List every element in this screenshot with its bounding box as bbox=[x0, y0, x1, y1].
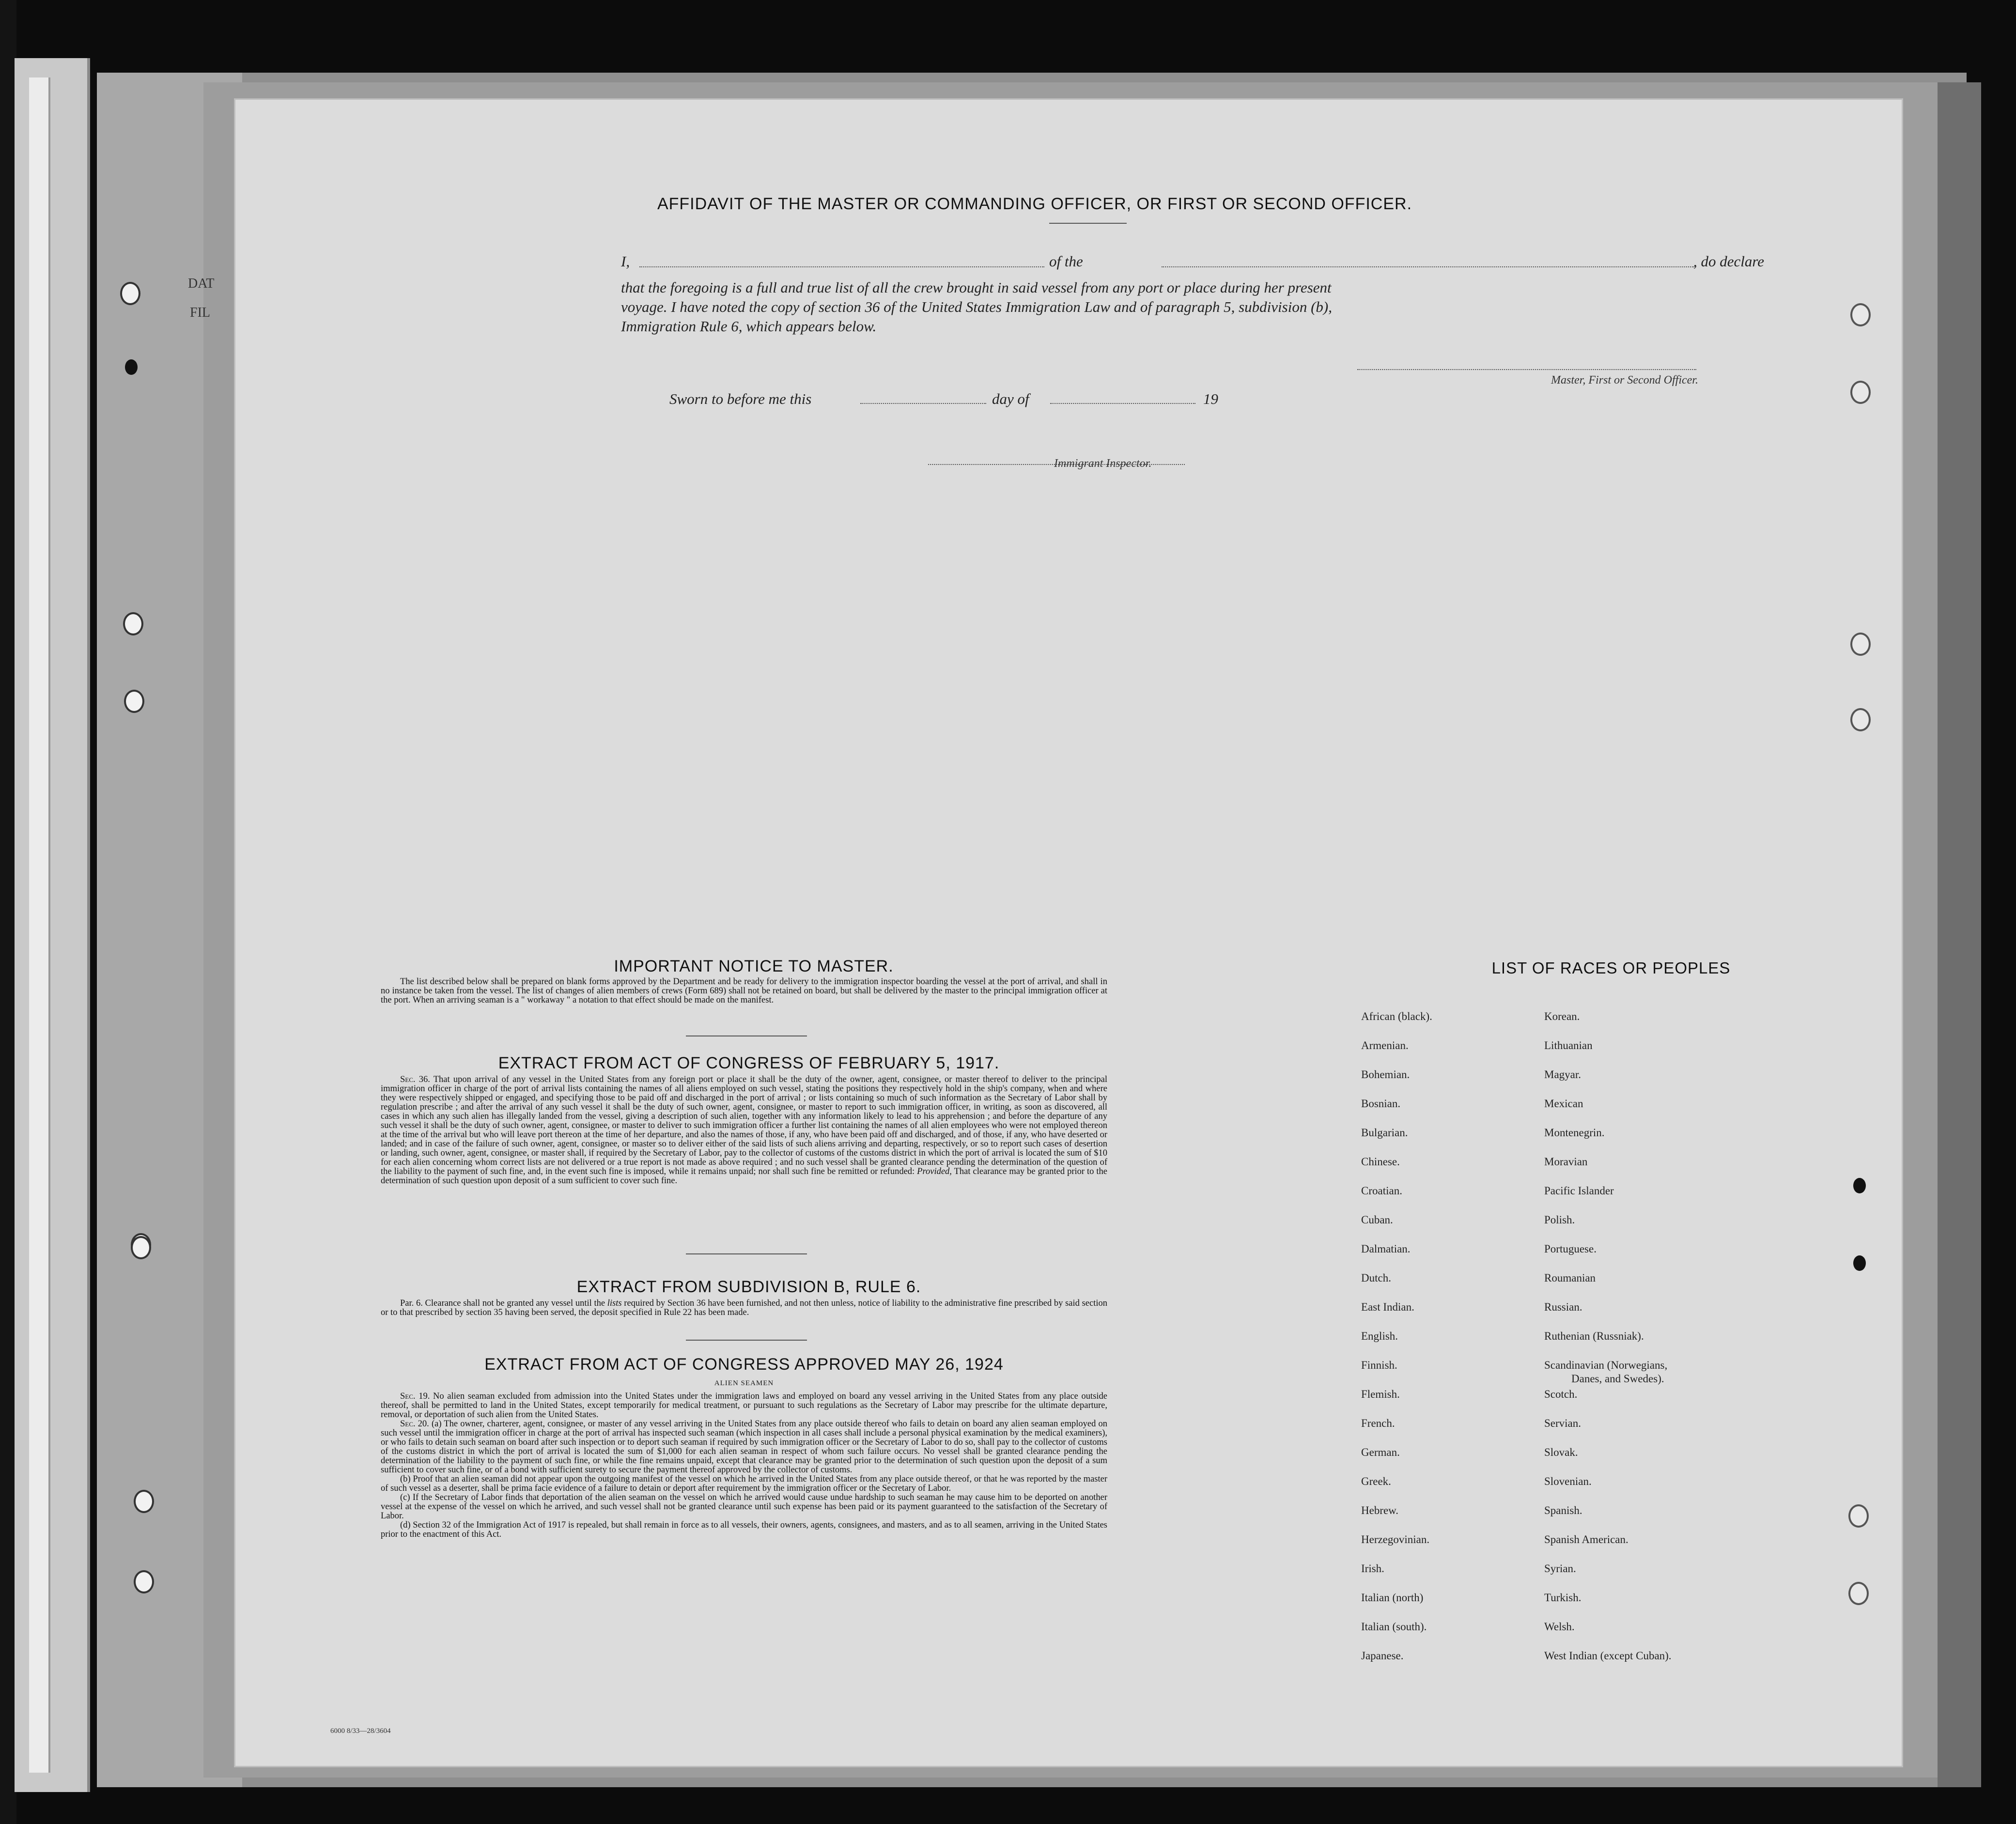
sec20b-paragraph: (b) Proof that an alien seaman did not appear upon the outgoing manifest of the vessel on which he arrived in the United States from any place outside thereof, or that he was reported by the master of such vessel as a deserter, shall be prima facie evidence of a failure to detain or deport after requirement by the immigration officer or the Secretary of Labor. bbox=[381, 1474, 1107, 1493]
extract-1924-subtitle: ALIEN SEAMEN bbox=[714, 1379, 774, 1387]
race-item: English. bbox=[1361, 1330, 1398, 1342]
punch-hole bbox=[125, 359, 138, 375]
race-item: Italian (south). bbox=[1361, 1621, 1427, 1633]
margin-text-top: DAT bbox=[188, 276, 215, 291]
extract-rule6-body bbox=[381, 1299, 1107, 1317]
punch-hole bbox=[131, 1236, 151, 1259]
sworn-text: Sworn to before me this bbox=[669, 390, 812, 407]
sec20c-paragraph: (c) If the Secretary of Labor finds that deportation of the alien seaman on the vessel on which he arrived would cause undue hardship to such seaman he may cause him to be deported on another vessel at the expense of the vessel on which he arrived, and such vessel shall not be granted clearance until such expense has been paid or its payment guaranteed to the satisfaction of the Secretary of Labor. bbox=[381, 1493, 1107, 1521]
affidavit-line-1: that the foregoing is a full and true list of all the crew brought in said vessel from any port or place during her present bbox=[621, 279, 1332, 296]
races-title: LIST OF RACES OR PEOPLES bbox=[1491, 959, 1731, 977]
punch-hole bbox=[1848, 1582, 1869, 1605]
binder-edge bbox=[0, 0, 16, 1824]
extract-1917-text: That upon arrival of any vessel in the United States from any foreign port or place it shall be the duty of the owner, agent, consignee, or master thereof to deliver to the principal immigration officer in charge of the port of arrival lists containing the names of all aliens employed on such vessel, stating the positions they respectively hold in the ship's company, when and where they were respectively shipped or engaged, and specifying those to be paid off and discharged in the port of arrival ; or lists containing so much of such information as the Secretary of Labor shall by regulation prescribe ; and after the arrival of any such vessel it shall be the duty of such owner, agent, consignee, or master to report to such immigration officer, in writing, as soon as discovered, all cases in which any such alien has illegally landed from the vessel, giving a description of such alien, together with any information likely to lead to his apprehension ; and before the departure of any such vessel it shall be the duty of such owner, agent, consignee, or master to deliver to such immigration officer a further list containing the names of all alien employees who were not employed thereon at the time of the arrival but who will leave port thereon at the time of her departure, and also the names of those, if any, who have been paid off and discharged, and of those, if any, who have deserted or landed; and in case of the failure of such owner, agent, consignee, or master so to deliver either of the said lists of such aliens arriving and departing, respectively, or so to report such cases of desertion or landing, such owner, agent, consignee, or master shall, if required by the Secretary of Labor, pay to the collector of customs of the customs district in which the port of arrival is located the sum of $10 for each alien concerning whom correct lists are not delivered or a true report is not made as above required ; and no such vessel shall be granted clearance pending the determination of the question of the liability to the payment of such fine, and, in the event such fine is imposed, while it remains unpaid; nor shall such fine be remitted or refunded: bbox=[381, 1075, 1107, 1176]
race-item: French. bbox=[1361, 1417, 1395, 1429]
race-item: Slovak. bbox=[1544, 1446, 1578, 1458]
punch-hole bbox=[1850, 381, 1871, 404]
extract-rule6-text-a: Clearance shall not be granted any vessel until the bbox=[425, 1298, 605, 1308]
affidavit-do-declare: , do declare bbox=[1693, 253, 1765, 270]
extract-1917-body bbox=[381, 1075, 1107, 1186]
race-item: Roumanian bbox=[1544, 1272, 1596, 1284]
race-item: Bosnian. bbox=[1361, 1097, 1401, 1110]
margin-text-bottom: FIL bbox=[190, 305, 210, 320]
punch-hole bbox=[120, 282, 140, 305]
document-page bbox=[235, 100, 1902, 1766]
affidavit-i: I, bbox=[621, 253, 630, 270]
race-item: African (black). bbox=[1361, 1010, 1432, 1022]
race-item: Portuguese. bbox=[1544, 1243, 1597, 1255]
vessel-line bbox=[1162, 266, 1694, 267]
race-item: Dalmatian. bbox=[1361, 1243, 1411, 1255]
race-item: Armenian. bbox=[1361, 1039, 1409, 1051]
punch-hole bbox=[134, 1490, 154, 1513]
race-item: Dutch. bbox=[1361, 1272, 1391, 1284]
race-item: East Indian. bbox=[1361, 1301, 1414, 1313]
race-item: Bulgarian. bbox=[1361, 1127, 1408, 1139]
punch-hole bbox=[1853, 1255, 1866, 1271]
race-item: Spanish American. bbox=[1544, 1533, 1628, 1546]
race-item: Scotch. bbox=[1544, 1388, 1578, 1400]
month-line bbox=[1050, 403, 1195, 404]
extract-rule6-rule bbox=[686, 1340, 807, 1341]
extract-1924-title: EXTRACT FROM ACT OF CONGRESS APPROVED MAY 26, 1924 bbox=[484, 1355, 1004, 1374]
punch-hole bbox=[1850, 633, 1871, 656]
extract-1924-body bbox=[381, 1392, 1107, 1539]
race-item: Welsh. bbox=[1544, 1621, 1575, 1633]
binder-strip bbox=[15, 58, 90, 1792]
race-item: Lithuanian bbox=[1544, 1039, 1593, 1051]
race-item: Greek. bbox=[1361, 1475, 1391, 1487]
punch-hole bbox=[123, 612, 143, 635]
sec19-text: No alien seaman excluded from admission into the United States under the immigration laws and employed on board any vessel arriving in the United States from any place outside thereof, shall be permitted to land in the United States, except temporarily for medical treatment, or pursuant to such regulations as the Secretary of Labor may prescribe for the ultimate departure, removal, or deportation of such alien from the United States. bbox=[381, 1391, 1107, 1420]
extract-rule6-lists: lists bbox=[607, 1298, 622, 1308]
inspector-label: Immigrant Inspector. bbox=[1054, 457, 1152, 470]
master-signature-label: Master, First or Second Officer. bbox=[1551, 374, 1698, 386]
race-item: Magyar. bbox=[1544, 1068, 1582, 1081]
race-item: Servian. bbox=[1544, 1417, 1582, 1429]
binder-strip-inner bbox=[29, 77, 50, 1773]
edge-shadow bbox=[1938, 82, 1981, 1787]
race-item: Herzegovinian. bbox=[1361, 1533, 1430, 1546]
punch-hole bbox=[1848, 1504, 1869, 1528]
day-of-text: day of bbox=[992, 390, 1029, 407]
form-code: 6000 8/33—28/3604 bbox=[330, 1727, 391, 1735]
race-item: Montenegrin. bbox=[1544, 1127, 1605, 1139]
race-item: Syrian. bbox=[1544, 1562, 1576, 1575]
extract-1917-provided: Provided, bbox=[917, 1167, 952, 1176]
year-prefix: 19 bbox=[1203, 390, 1218, 407]
name-line bbox=[639, 266, 1044, 267]
race-item: Irish. bbox=[1361, 1562, 1384, 1575]
day-line bbox=[860, 403, 986, 404]
race-item: Italian (north) bbox=[1361, 1592, 1424, 1604]
race-item: Scandinavian (Norwegians, bbox=[1544, 1359, 1668, 1371]
race-item: West Indian (except Cuban). bbox=[1544, 1650, 1672, 1662]
race-item: Finnish. bbox=[1361, 1359, 1397, 1371]
race-item: Chinese. bbox=[1361, 1156, 1400, 1168]
race-item: Bohemian. bbox=[1361, 1068, 1410, 1081]
race-item: Flemish. bbox=[1361, 1388, 1400, 1400]
sec20d-paragraph: (d) Section 32 of the Immigration Act of 1917 is repealed, but shall remain in force as to all vessels, their owners, agents, consignees, and masters, and as to all seamen, arriving in the United States prior to the enactment of this Act. bbox=[381, 1520, 1107, 1539]
race-item: German. bbox=[1361, 1446, 1400, 1458]
race-item: Moravian bbox=[1544, 1156, 1588, 1168]
extract-1917-tail: That clearance may be granted prior to the determination of such question upon deposit of a sum sufficient to cover such fine. bbox=[381, 1167, 1108, 1186]
race-item: Turkish. bbox=[1544, 1592, 1582, 1604]
affidavit-title: AFFIDAVIT OF THE MASTER OR COMMANDING OFFICER, OR FIRST OR SECOND OFFICER. bbox=[657, 195, 1412, 213]
punch-hole bbox=[134, 1570, 154, 1593]
race-item: Japanese. bbox=[1361, 1650, 1404, 1662]
race-item: Spanish. bbox=[1544, 1504, 1582, 1516]
affidavit-line-2: voyage. I have noted the copy of section 36 of the United States Immigration Law and of paragraph 5, subdivision (b), bbox=[621, 298, 1332, 315]
extract-rule6-par: Par. 6. bbox=[400, 1298, 423, 1308]
punch-hole bbox=[1850, 708, 1871, 731]
affidavit-of-the: of the bbox=[1049, 253, 1083, 270]
sec19-paragraph bbox=[381, 1392, 1107, 1420]
affidavit-line-3: Immigration Rule 6, which appears below. bbox=[621, 318, 877, 335]
punch-hole bbox=[124, 690, 144, 713]
punch-hole bbox=[1850, 303, 1871, 326]
punch-hole bbox=[1853, 1178, 1866, 1193]
race-item: Slovenian. bbox=[1544, 1475, 1592, 1487]
extract-rule6-title: EXTRACT FROM SUBDIVISION B, RULE 6. bbox=[576, 1278, 921, 1296]
race-item: Mexican bbox=[1544, 1097, 1583, 1110]
race-item: Hebrew. bbox=[1361, 1504, 1399, 1516]
master-signature-line bbox=[1357, 369, 1696, 370]
race-item: Ruthenian (Russniak). bbox=[1544, 1330, 1644, 1342]
race-item: Pacific Islander bbox=[1544, 1185, 1614, 1197]
title-rule bbox=[1049, 223, 1127, 224]
extract-1917-sec: Sec. 36. bbox=[400, 1075, 430, 1084]
notice-body: The list described below shall be prepared on blank forms approved by the Department and be ready for delivery to the immigration inspector boarding the vessel at the port of arrival, and shall in no instance be taken from the vessel. The list of changes of alien members of crews (Form 689) shall not be retained on board, but shall be delivered by the master to the principal immigration officer at the port. When an arriving seaman is a " workaway " a notation to that effect should be made on the manifest. bbox=[381, 977, 1107, 1005]
sec20a-paragraph bbox=[381, 1420, 1107, 1475]
race-item: Polish. bbox=[1544, 1214, 1575, 1226]
race-item: Danes, and Swedes). bbox=[1571, 1373, 1664, 1385]
sec20-label: Sec. 20. bbox=[400, 1419, 429, 1429]
notice-title: IMPORTANT NOTICE TO MASTER. bbox=[614, 957, 894, 975]
extract-1917-title: EXTRACT FROM ACT OF CONGRESS OF FEBRUARY 5, 1917. bbox=[498, 1054, 1000, 1072]
race-item: Cuban. bbox=[1361, 1214, 1393, 1226]
extract-rule6-text-b: required by Section 36 have been furnished, and not then unless, notice of liability to the administrative fine prescribed by said section or to that prescribed by section 35 having been served, the deposit specified in Rule 22 has been made. bbox=[381, 1298, 1108, 1317]
sec19-label: Sec. 19. bbox=[400, 1391, 430, 1401]
race-item: Korean. bbox=[1544, 1010, 1580, 1022]
race-item: Croatian. bbox=[1361, 1185, 1402, 1197]
sec20a-text: (a) The owner, charterer, agent, consignee, or master of any vessel arriving in the United States from any place outside thereof who fails to detain on board any alien seaman employed on such vessel until the immigration officer in charge at the port of arrival has inspected such seaman (which inspection in all cases shall include a personal physical examination by the medical examiners), or who fails to detain such seaman on board after such inspection or to deport such seaman if required by such immigration officer or the Secretary of Labor to do so, shall pay to the collector of customs of the customs district in which the port of arrival is located the sum of $1,000 for each alien seaman in respect of whom such failure occurs. No vessel shall be granted clearance pending the determination of the liability to the payment of such fine, or while the fine remains unpaid, except that clearance may be granted prior to the determination of such question upon the deposit of a sum sufficient to cover such fine, or of a bond with sufficient surety to secure the payment thereof approved by the collector of customs. bbox=[381, 1419, 1108, 1475]
extract-1917-rule bbox=[686, 1253, 807, 1254]
race-item: Russian. bbox=[1544, 1301, 1582, 1313]
